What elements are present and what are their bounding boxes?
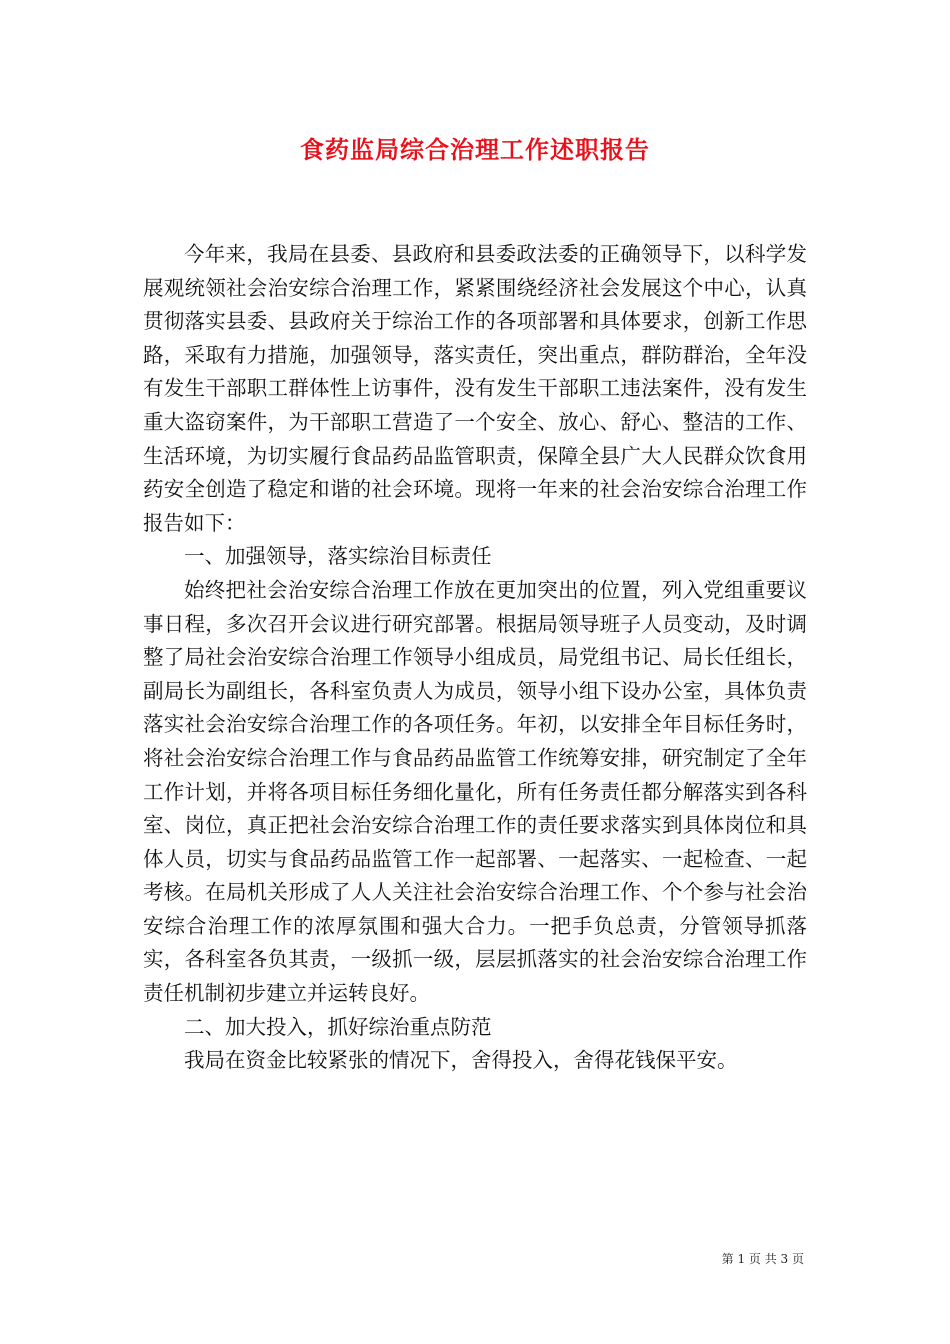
section-heading-2: 二、加大投入，抓好综治重点防范	[184, 1014, 492, 1039]
page-number-footer: 第 1 页 共 3 页	[721, 1252, 804, 1266]
section-1-paragraph: 始终把社会治安综合治理工作放在更加突出的位置，列入党组重要议事日程，多次召开会议进行研究部署。根据局领导班子人员变动，及时调整了局社会治安综合治理工作领导小组成员，局党组书记、局长任组长，副局长为副组长，各科室负责人为成员，领导小组下设办公室，具体负责落实社会治安综合治理工作的各项任务。年初，以安排全年目标任务时，将社会治安综合治理工作与食品药品监管工作统筹安排，研究制定了全年工作计划，并将各项目标任务细化量化，所有任务责任都分解落实到各科室、岗位，真正把社会治安综合治理工作的责任要求落实到具体岗位和具体人员，切实与食品药品监管工作一起部署、一起落实、一起检查、一起考核。在局机关形成了人人关注社会治安综合治理工作、个个参与社会治安综合治理工作的浓厚氛围和强大合力。一把手负总责，分管领导抓落实，各科室各负其责，一级抓一级，层层抓落实的社会治安综合治理工作责任机制初步建立并运转良好。	[143, 577, 807, 1006]
document-body	[143, 238, 807, 1078]
intro-paragraph: 今年来，我局在县委、县政府和县委政法委的正确领导下，以科学发展观统领社会治安综合治理工作，紧紧围绕经济社会发展这个中心，认真贯彻落实县委、县政府关于综治工作的各项部署和具体要求，创新工作思路，采取有力措施，加强领导，落实责任，突出重点，群防群治，全年没有发生干部职工群体性上访事件，没有发生干部职工违法案件，没有发生重大盗窃案件，为干部职工营造了一个安全、放心、舒心、整洁的工作、生活环境，为切实履行食品药品监管职责，保障全县广大人民群众饮食用药安全创造了稳定和谐的社会环境。现将一年来的社会治安综合治理工作报告如下：	[143, 242, 807, 535]
section-heading-1: 一、加强领导，落实综治目标责任	[184, 544, 492, 569]
section-2-paragraph: 我局在资金比较紧张的情况下，舍得投入，舍得花钱保平安。	[184, 1048, 738, 1073]
document-title: 食药监局综合治理工作述职报告	[300, 135, 650, 164]
